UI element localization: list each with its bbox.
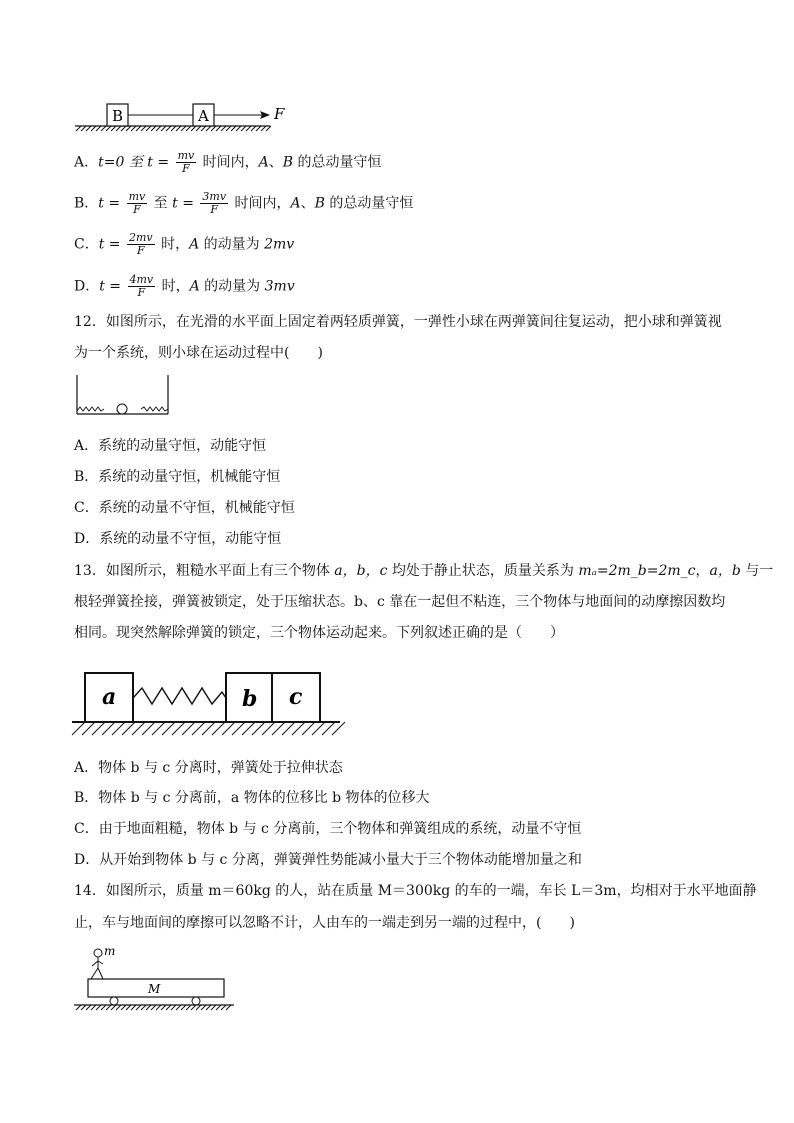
person-figure (91, 949, 103, 979)
ball (117, 404, 127, 414)
q12-stem-line1: 12．如图所示，在光滑的水平面上固定着两轻质弹簧，一弹性小球在两弹簧间往复运动，把小球和弹簧视 (74, 314, 722, 330)
q11-option-d: D．t = $\frac{4mv}{F}$ 时，A 的动量为 3mv (74, 273, 295, 299)
q12-option-a: A．系统的动量守恒，动能守恒 (74, 438, 267, 454)
force-label: F (274, 105, 285, 123)
q11-option-c: C．t = $\frac{2mv}{F}$ 时，A 的动量为 2mv (74, 231, 295, 257)
q11-option-a: A．t=0 至 t = $\frac{mv}{F}$ 时间内，A、B 的总动量守恒 (74, 149, 382, 175)
q14-stem-line1: 14．如图所示，质量 m＝60kg 的人，站在质量 M＝300kg 的车的一端，车长 L＝3m，均相对于水平地面静 (74, 883, 757, 899)
q13-option-c: C．由于地面粗糙，物体 b 与 c 分离前，三个物体和弹簧组成的系统，动量不守恒 (74, 821, 582, 837)
q12-stem-line2: 为一个系统，则小球在运动过程中( ) (74, 345, 323, 361)
q13-stem-line2: 根轻弹簧拴接，弹簧被锁定，处于压缩状态。b、c 靠在一起但不粘连，三个物体与地面间的动摩擦因数均 (74, 594, 726, 610)
person-label: m (104, 944, 116, 958)
q11-option-b: B．t = $\frac{mv}{F}$ 至 t = $\frac{3mv}{F}$ 时间内，A、B 的总动量守恒 (74, 190, 414, 216)
cart-wheel-left (110, 997, 118, 1005)
left-spring (77, 407, 104, 411)
block-a-label: A (198, 107, 209, 125)
block-b-label: B (112, 107, 124, 125)
block-a-fig-label: a (102, 684, 117, 710)
figure-person-cart (74, 940, 244, 1020)
figure-blocks-abc (72, 670, 342, 740)
figure-blocks-ab (70, 96, 290, 136)
q12-option-d: D．系统的动量不守恒，动能守恒 (74, 531, 282, 547)
spring-fig (133, 688, 226, 704)
q13-option-a: A．物体 b 与 c 分离时，弹簧处于拉伸状态 (74, 760, 343, 776)
q12-option-b: B．系统的动量守恒，机械能守恒 (74, 469, 281, 485)
ground-hatch-1 (76, 126, 271, 131)
q12-option-c: C．系统的动量不守恒，机械能守恒 (74, 500, 295, 516)
q14-stem-line2: 止，车与地面间的摩擦可以忽略不计，人由车的一端走到另一端的过程中，( ) (74, 915, 575, 931)
q13-stem-line3: 相同。现突然解除弹簧的锁定，三个物体运动起来。下列叙述正确的是（ ） (74, 625, 564, 641)
q13-stem-line1: 13．如图所示，粗糙水平面上有三个物体 a，b，c 均处于静止状态，质量关系为 mₐ=2m_b=2m_c，a，b 与一 (74, 563, 774, 579)
block-b-fig-label: b (242, 686, 258, 712)
q13-option-b: B．物体 b 与 c 分离前，a 物体的位移比 b 物体的位移大 (74, 790, 430, 806)
block-c-fig-label: c (289, 684, 303, 710)
q13-option-d: D．从开始到物体 b 与 c 分离，弹簧弹性势能减小量大于三个物体动能增加量之和 (74, 852, 582, 868)
cart-label: M (148, 982, 161, 996)
figure-springs-ball (74, 372, 174, 422)
right-spring (141, 407, 168, 411)
cart-wheel-right (192, 997, 200, 1005)
